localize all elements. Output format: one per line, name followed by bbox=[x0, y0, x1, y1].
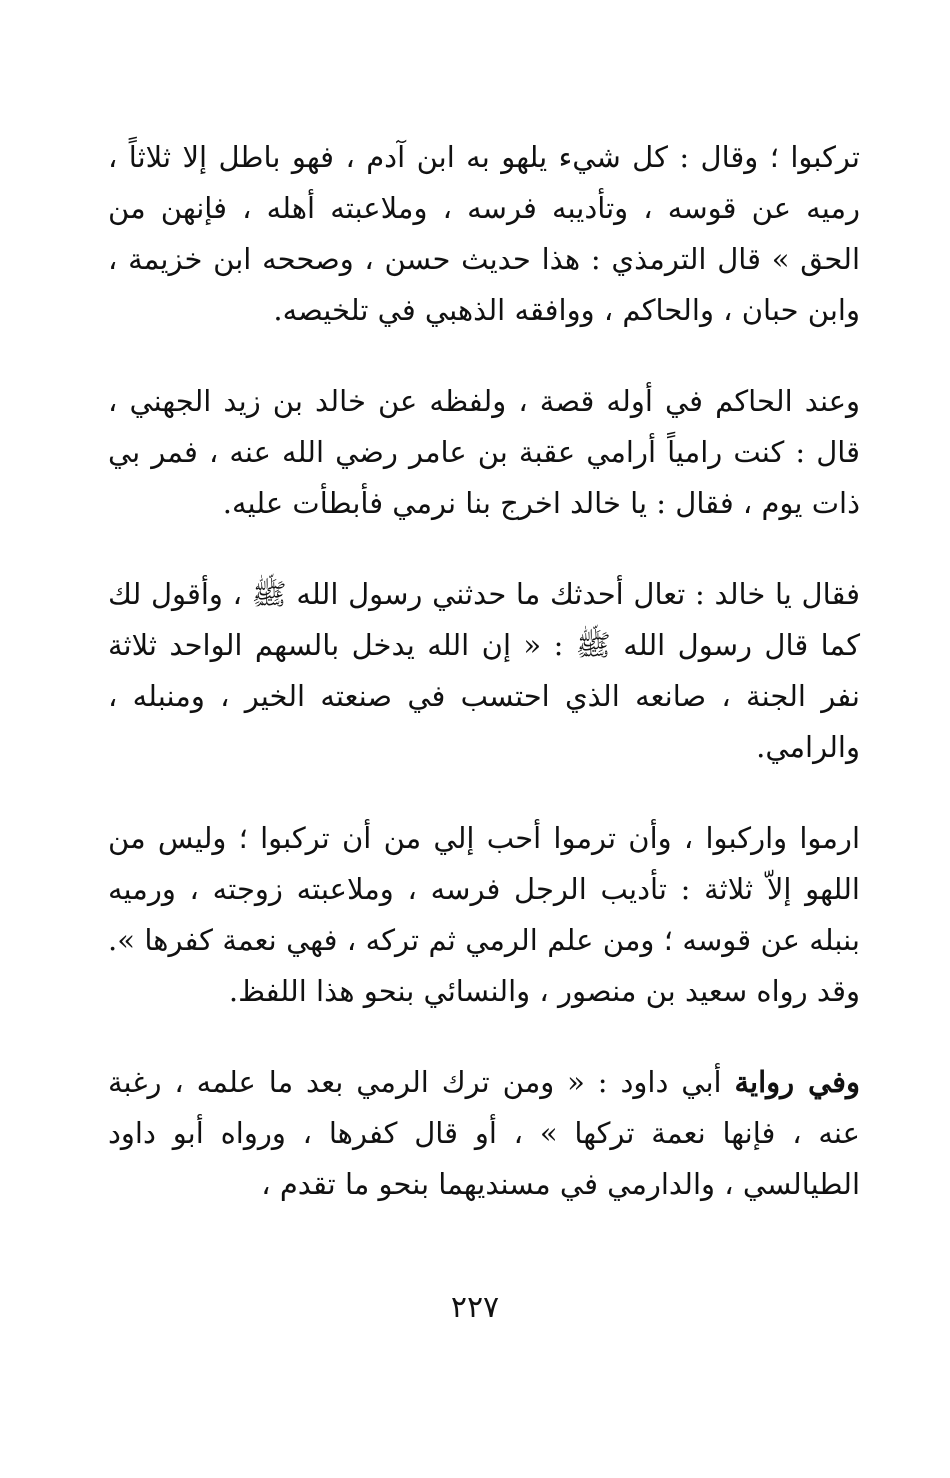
page-body bbox=[108, 132, 860, 1250]
paragraph-5-text: أبي داود : « ومن ترك الرمي بعد ما علمه ، رغبة عنه ، فإنها نعمة تركها » ، أو قال كفرها ، ورواه أبو داود الطيالسي ، والدارمي في مسنديهما بنحو ما تقدم ، bbox=[108, 1065, 860, 1201]
paragraph-1 bbox=[108, 132, 860, 336]
paragraph-1-text: تركبوا ؛ وقال : كل شيء يلهو به ابن آدم ، فهو باطل إلا ثلاثاً ، رميه عن قوسه ، وتأديبه فرسه ، وملاعبته أهله ، فإنهن من الحق » قال الترمذي : هذا حديث حسن ، وصححه ابن خزيمة ، وابن حبان ، والحاكم ، ووافقه الذهبي في تلخيصه. bbox=[108, 140, 860, 327]
paragraph-5-lead: وفي رواية bbox=[734, 1065, 860, 1099]
paragraph-3-text: فقال يا خالد : تعال أحدثك ما حدثني رسول الله ﷺ ، وأقول لك كما قال رسول الله ﷺ : « إن الله يدخل بالسهم الواحد ثلاثة نفر الجنة ، صانعه الذي احتسب في صنعته الخير ، ومنبله ، والرامي. bbox=[108, 577, 860, 764]
page-number: ٢٢٧ bbox=[450, 1290, 500, 1325]
paragraph-4 bbox=[108, 813, 860, 1017]
paragraph-3 bbox=[108, 569, 860, 773]
paragraph-4-text: ارموا واركبوا ، وأن ترموا أحب إلي من أن تركبوا ؛ وليس من اللهو إلاّ ثلاثة : تأديب الرجل فرسه ، وملاعبته زوجته ، ورميه بنبله عن قوسه ؛ ومن علم الرمي ثم تركه ، فهي نعمة كفرها ». وقد رواه سعيد بن منصور ، والنسائي بنحو هذا اللفظ. bbox=[108, 821, 860, 1008]
paragraph-2-text: وعند الحاكم في أوله قصة ، ولفظه عن خالد بن زيد الجهني ، قال : كنت رامياً أرامي عقبة بن عامر رضي الله عنه ، فمر بي ذات يوم ، فقال : يا خالد اخرج بنا نرمي فأبطأت عليه. bbox=[108, 384, 860, 520]
paragraph-5 bbox=[108, 1057, 860, 1210]
paragraph-2 bbox=[108, 376, 860, 529]
